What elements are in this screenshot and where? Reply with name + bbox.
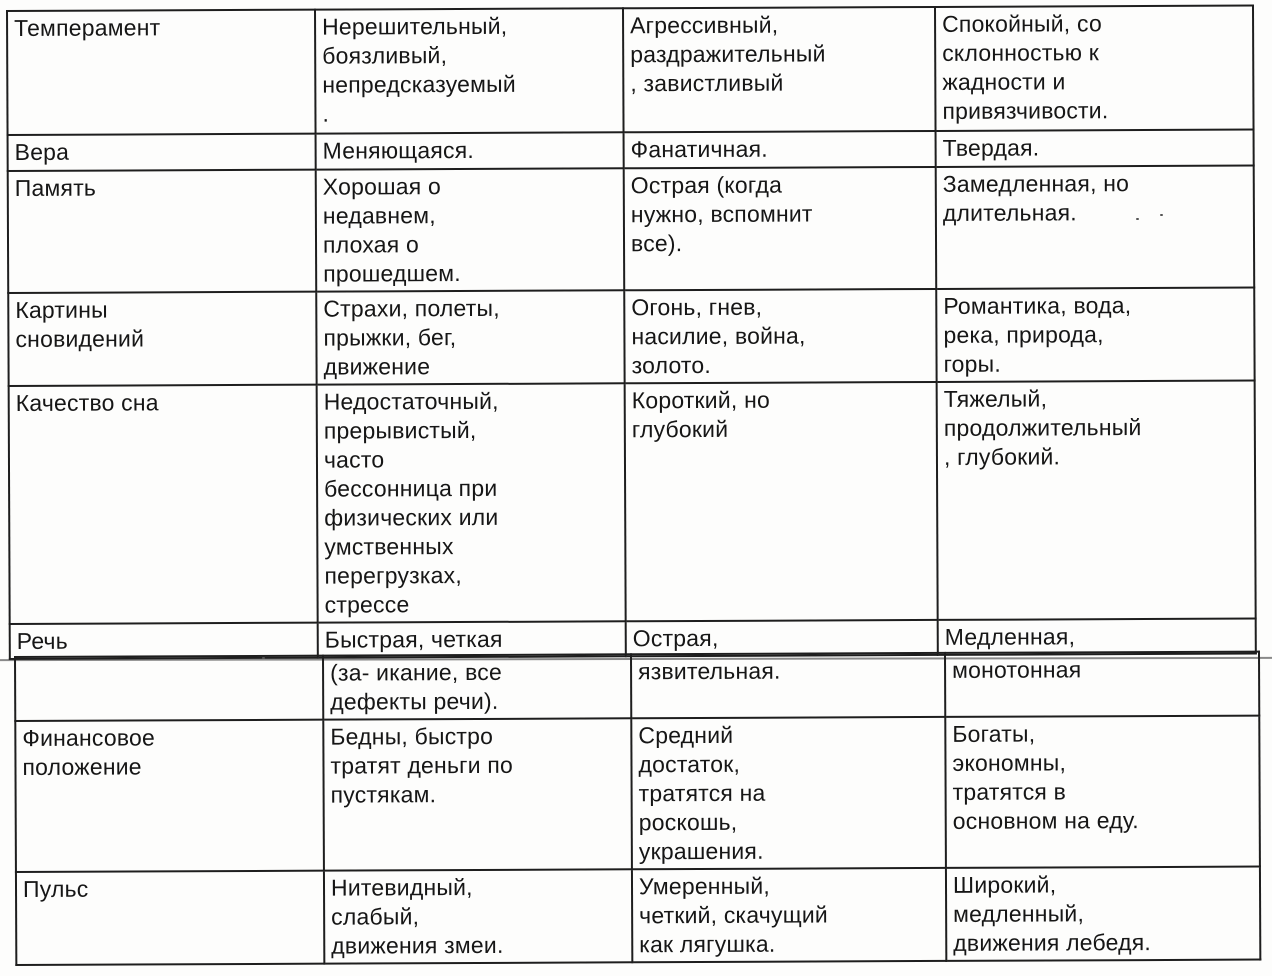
scan-speck	[1160, 214, 1163, 216]
cell-text: Меняющаяся.	[322, 136, 475, 164]
cell-text: Быстрая, четкая	[324, 625, 503, 653]
table-cell	[315, 8, 624, 133]
table-row-temperament	[7, 6, 1254, 135]
row-label: Финансовое положение	[22, 724, 156, 780]
table-row-sleep-quality	[9, 381, 1256, 624]
table-cell	[624, 167, 937, 290]
cell-text: Твердая.	[942, 134, 1040, 161]
cell-text: Богаты, экономны, тратятся в основном на еду.	[952, 720, 1139, 834]
row-label: Речь	[16, 627, 68, 654]
table-cell	[316, 132, 624, 169]
row-label-cell	[9, 385, 318, 624]
table-cell	[317, 383, 626, 622]
row-label-cell	[8, 292, 316, 386]
table-cell	[632, 868, 946, 962]
cell-text: Медленная,	[944, 623, 1076, 650]
characteristics-table-continued	[14, 651, 1261, 966]
table-cell	[625, 382, 938, 621]
cell-text: Спокойный, со склонностью к жадности и привязчивости.	[942, 10, 1109, 124]
table-row-speech-continued	[15, 652, 1259, 721]
table-cell	[631, 653, 945, 718]
table-cell	[316, 168, 625, 291]
table-cell	[946, 867, 1260, 961]
table-row-faith	[8, 130, 1254, 171]
table-cell	[624, 131, 936, 168]
table-cell	[935, 6, 1254, 131]
cell-text: Тяжелый, продолжительный , глубокий.	[943, 385, 1142, 470]
cell-text: Нерешительный, боязливый, непредсказуемый .	[322, 12, 516, 127]
table-cell	[936, 130, 1254, 167]
cell-text: Романтика, вода, река, природа, горы.	[943, 292, 1132, 377]
table-cell	[945, 652, 1259, 717]
cell-text: Замедленная, но длительная.	[942, 170, 1130, 226]
cell-text: Средний достаток, тратятся на роскошь, украшения.	[638, 721, 766, 865]
row-label: Картины сновидений	[15, 296, 145, 352]
cell-text: Нитевидный, слабый, движения змеи.	[330, 874, 504, 959]
row-label: Темперамент	[14, 14, 161, 41]
table-row-finances	[15, 716, 1260, 872]
cell-text: Широкий, медленный, движения лебедя.	[952, 871, 1152, 956]
row-label	[22, 659, 317, 660]
cell-text: Фанатичная.	[630, 135, 768, 163]
scan-speck	[262, 657, 265, 659]
table-row-dreams	[8, 288, 1254, 386]
table-cell	[938, 619, 1256, 655]
cell-text: Страхи, полеты, прыжки, бег, движение	[323, 294, 500, 380]
row-label: Память	[14, 174, 97, 201]
table-row-pulse	[16, 867, 1260, 965]
row-label-cell	[10, 623, 318, 659]
table-cell	[323, 654, 631, 719]
cell-text: Острая,	[632, 624, 719, 652]
row-label: Качество сна	[15, 389, 159, 416]
cell-text: Агрессивный, раздражительный , завистливый	[630, 11, 826, 97]
row-label-cell	[16, 871, 324, 965]
table-cell	[945, 716, 1260, 868]
table-row-memory	[8, 166, 1255, 293]
row-label-cell	[8, 170, 317, 293]
cell-text: Недостаточный, прерывистый, часто бессонница при физических или умственных перегрузках, стрессе	[323, 387, 499, 618]
cell-text: (за- икание, все дефекты речи).	[330, 658, 502, 715]
table-cell	[323, 718, 632, 870]
table-cell	[318, 621, 626, 657]
row-label: Пульс	[22, 875, 89, 902]
characteristics-table	[6, 5, 1257, 660]
scan-speck	[1136, 218, 1139, 220]
table-cell	[631, 717, 946, 869]
table-cell	[936, 166, 1255, 289]
row-label-cell	[8, 134, 316, 171]
table-cell	[936, 288, 1254, 382]
cell-text: Острая (когда нужно, вспомнит все).	[630, 171, 813, 257]
table-cell	[626, 620, 938, 656]
cell-text: Хорошая о недавнем, плохая о прошедшем.	[322, 173, 461, 287]
row-label-cell	[15, 720, 324, 872]
cell-text: язвительная.	[638, 657, 781, 685]
table-cell	[316, 290, 624, 384]
cell-text: монотонная	[952, 656, 1082, 683]
cell-text: Короткий, но глубокий	[631, 386, 770, 443]
cell-text: Бедны, быстро тратят деньги по пустякам.	[330, 722, 514, 808]
row-label-cell	[15, 656, 323, 721]
table-cell	[623, 7, 936, 132]
table-cell	[937, 381, 1256, 620]
cell-text: Огонь, гнев, насилие, война, золото.	[631, 293, 806, 379]
table-cell	[324, 869, 632, 963]
cell-text: Умеренный, четкий, скачущий как лягушка.	[638, 872, 828, 958]
row-label-cell	[7, 10, 316, 135]
table-cell	[624, 289, 936, 383]
row-label: Вера	[14, 138, 70, 165]
